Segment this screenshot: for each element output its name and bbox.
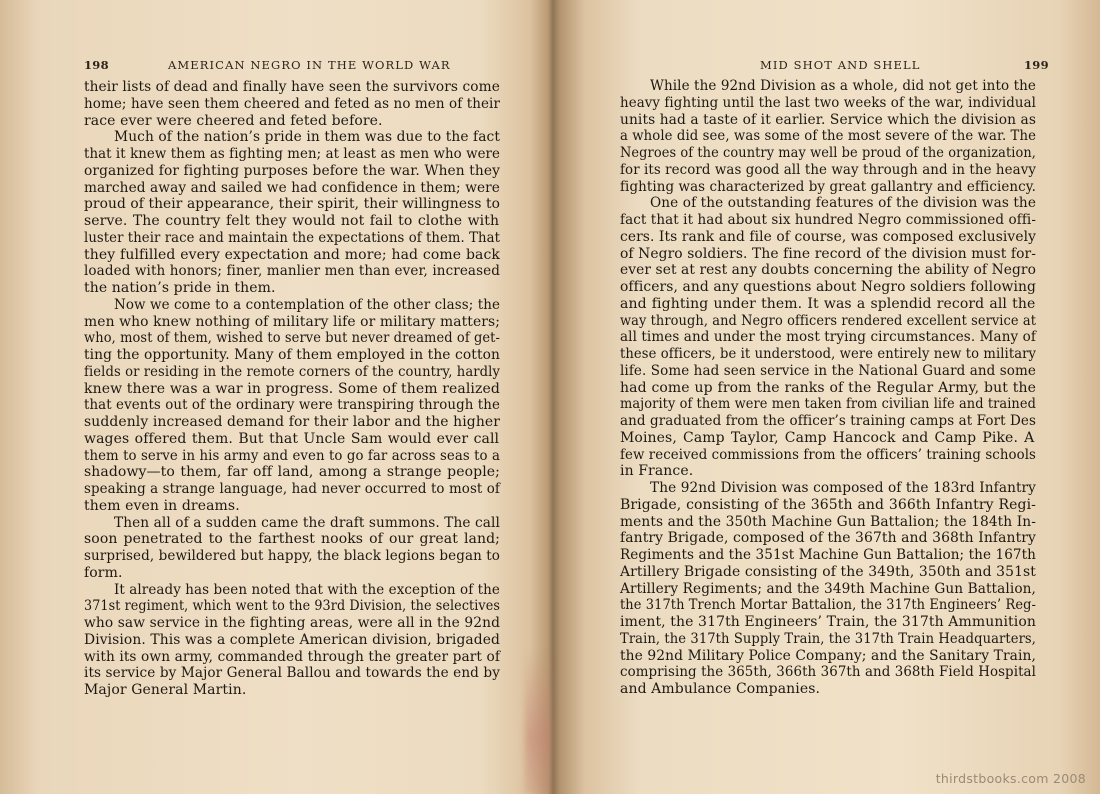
- text-line: One of the outstanding features of the division was the: [650, 195, 1036, 212]
- text-line: that events out of the ordinary were transpiring through the: [84, 397, 500, 414]
- text-line: form.: [84, 564, 123, 581]
- text-line: Train, the 317th Supply Train, the 317th Train Headquarters,: [620, 630, 1036, 647]
- text-line: 371st regiment, which went to the 93rd Division, the selectives: [84, 598, 500, 615]
- text-line: luster their race and maintain the expectations of them. That: [84, 229, 500, 246]
- text-line: marched away and sailed we had confidence in them; were: [84, 179, 500, 196]
- text-line: fact that it had about six hundred Negro commissioned offi-: [620, 212, 1036, 228]
- text-line: ever set at rest any doubts concerning the ability of Negro: [620, 262, 1036, 279]
- text-line: The 92nd Division was composed of the 183rd Infantry: [650, 480, 1036, 496]
- text-line: wages offered them. But that Uncle Sam would ever call: [84, 430, 500, 447]
- text-line: who saw service in the fighting areas, were all in the 92nd: [84, 615, 500, 631]
- text-line: It already has been noted that with the exception of the: [114, 581, 500, 598]
- text-line: Artillery Regiments; and the 349th Machine Gun Battalion,: [620, 580, 1036, 597]
- text-line: their lists of dead and finally have seen the survivors come: [84, 79, 500, 95]
- text-line: iment, the 317th Engineers’ Train, the 317th Ammunition: [620, 614, 1036, 630]
- text-line: that it knew them as fighting men; at least as men who were: [84, 146, 500, 162]
- text-line: the nation’s pride in them.: [84, 280, 276, 296]
- text-line: ting the opportunity. Many of them employed in the cotton: [84, 347, 500, 363]
- text-line: and graduated from the officer’s training camps at Fort Des: [620, 413, 1036, 429]
- page-number: 198: [84, 58, 109, 72]
- text-line: Artillery Brigade consisting of the 349th, 350th and 351st: [620, 563, 1036, 580]
- watermark: thirdstbooks.com 2008: [935, 771, 1086, 786]
- text-line: with its own army, commanded through the greater part of: [84, 648, 500, 665]
- running-head: MID SHOT AND SHELL: [760, 58, 921, 72]
- text-line: surprised, bewildered but happy, the black legions began to: [84, 548, 500, 564]
- text-line: knew there was a war in progress. Some of them realized: [84, 380, 500, 397]
- text-line: Much of the nation’s pride in them was due to the fact: [114, 129, 500, 146]
- text-line: speaking a strange language, had never occurred to most of: [84, 481, 500, 497]
- text-line: Division. This was a complete American division, brigaded: [84, 631, 500, 648]
- text-line: serve. The country felt they would not fail to clothe with: [84, 213, 500, 229]
- text-line: proud of their appearance, their spirit, their willingness to: [84, 196, 500, 213]
- page-number: 199: [1024, 58, 1049, 72]
- text-line: and Ambulance Companies.: [620, 681, 821, 697]
- text-line: Regiments and the 351st Machine Gun Battalion; the 167th: [620, 547, 1036, 563]
- text-line: the 92nd Military Police Company; and the Sanitary Train,: [620, 647, 1036, 664]
- text-line: loaded with honors; finer, manlier men than ever, increased: [84, 263, 500, 280]
- text-line: While the 92nd Division as a whole, did not get into the: [650, 78, 1036, 94]
- text-line: its service by Major General Ballou and towards the end by: [84, 665, 500, 682]
- text-line: they fulfilled every expectation and more; had come back: [84, 246, 500, 263]
- text-line: and fighting under them. It was a splendid record all the: [620, 295, 1036, 312]
- text-line: majority of them were men taken from civilian life and trained: [620, 396, 1036, 413]
- text-line: had come up from the ranks of the Regular Army, but the: [620, 379, 1036, 396]
- text-line: ments and the 350th Machine Gun Battalion; the 184th In-: [620, 513, 1036, 530]
- text-line: all times and under the most trying circumstances. Many of: [620, 329, 1036, 346]
- text-line: soon penetrated to the farthest nooks of our great land;: [84, 531, 500, 548]
- text-line: Major General Martin.: [84, 682, 247, 698]
- text-line: them to serve in his army and even to go far across seas to a: [84, 447, 500, 464]
- text-line: in France.: [620, 463, 694, 480]
- text-line: home; have seen them cheered and feted as no men of their: [84, 95, 500, 112]
- text-line: heavy fighting until the last two weeks of the war, individual: [620, 94, 1036, 111]
- text-line: fields or residing in the remote corners of the country, hardly: [84, 363, 500, 380]
- text-line: of Negro soldiers. The fine record of the division must for-: [620, 245, 1036, 262]
- page-stain: [525, 650, 551, 794]
- text-line: way through, and Negro officers rendered excellent service at: [620, 312, 1036, 329]
- text-line: Then all of a sudden came the draft summons. The call: [114, 514, 500, 531]
- text-line: Negroes of the country may well be proud of the organization,: [620, 145, 1036, 161]
- text-line: Now we come to a contemplation of the other class; the: [114, 296, 500, 313]
- text-line: who, most of them, wished to serve but never dreamed of get-: [84, 330, 500, 347]
- right-page: [554, 0, 1100, 794]
- running-head: AMERICAN NEGRO IN THE WORLD WAR: [168, 58, 451, 72]
- text-line: comprising the 365th, 366th 367th and 368th Field Hospital: [620, 664, 1036, 681]
- text-line: Brigade, consisting of the 365th and 366th Infantry Regi-: [620, 496, 1036, 513]
- text-line: cers. Its rank and file of course, was composed exclusively: [620, 228, 1036, 245]
- text-line: race ever were cheered and feted before.: [84, 112, 383, 129]
- text-line: men who knew nothing of military life or military matters;: [84, 313, 500, 330]
- text-line: organized for fighting purposes before the war. When they: [84, 162, 500, 179]
- text-line: them even in dreams.: [84, 497, 240, 514]
- text-line: the 317th Trench Mortar Battalion, the 317th Engineers’ Reg-: [620, 597, 1036, 614]
- text-line: Moines, Camp Taylor, Camp Hancock and Camp Pike. A: [620, 429, 1035, 446]
- text-line: life. Some had seen service in the National Guard and some: [620, 362, 1036, 379]
- text-line: suddenly increased demand for their labor and the higher: [84, 414, 500, 430]
- text-line: these officers, be it understood, were entirely new to military: [620, 346, 1036, 362]
- text-line: fighting was characterized by great gallantry and efficiency.: [620, 178, 1036, 195]
- text-line: fantry Brigade, composed of the 367th and 368th Infantry: [620, 530, 1036, 547]
- text-line: few received commissions from the officers’ training schools: [620, 446, 1036, 463]
- text-line: units had a taste of it earlier. Service which the division as: [620, 111, 1036, 128]
- text-line: officers, and any questions about Negro soldiers following: [620, 279, 1036, 295]
- text-line: a whole did see, was some of the most severe of the war. The: [620, 128, 1036, 145]
- text-line: shadowy—to them, far off land, among a strange people;: [84, 464, 500, 481]
- text-line: for its record was good all the way through and in the heavy: [620, 161, 1036, 178]
